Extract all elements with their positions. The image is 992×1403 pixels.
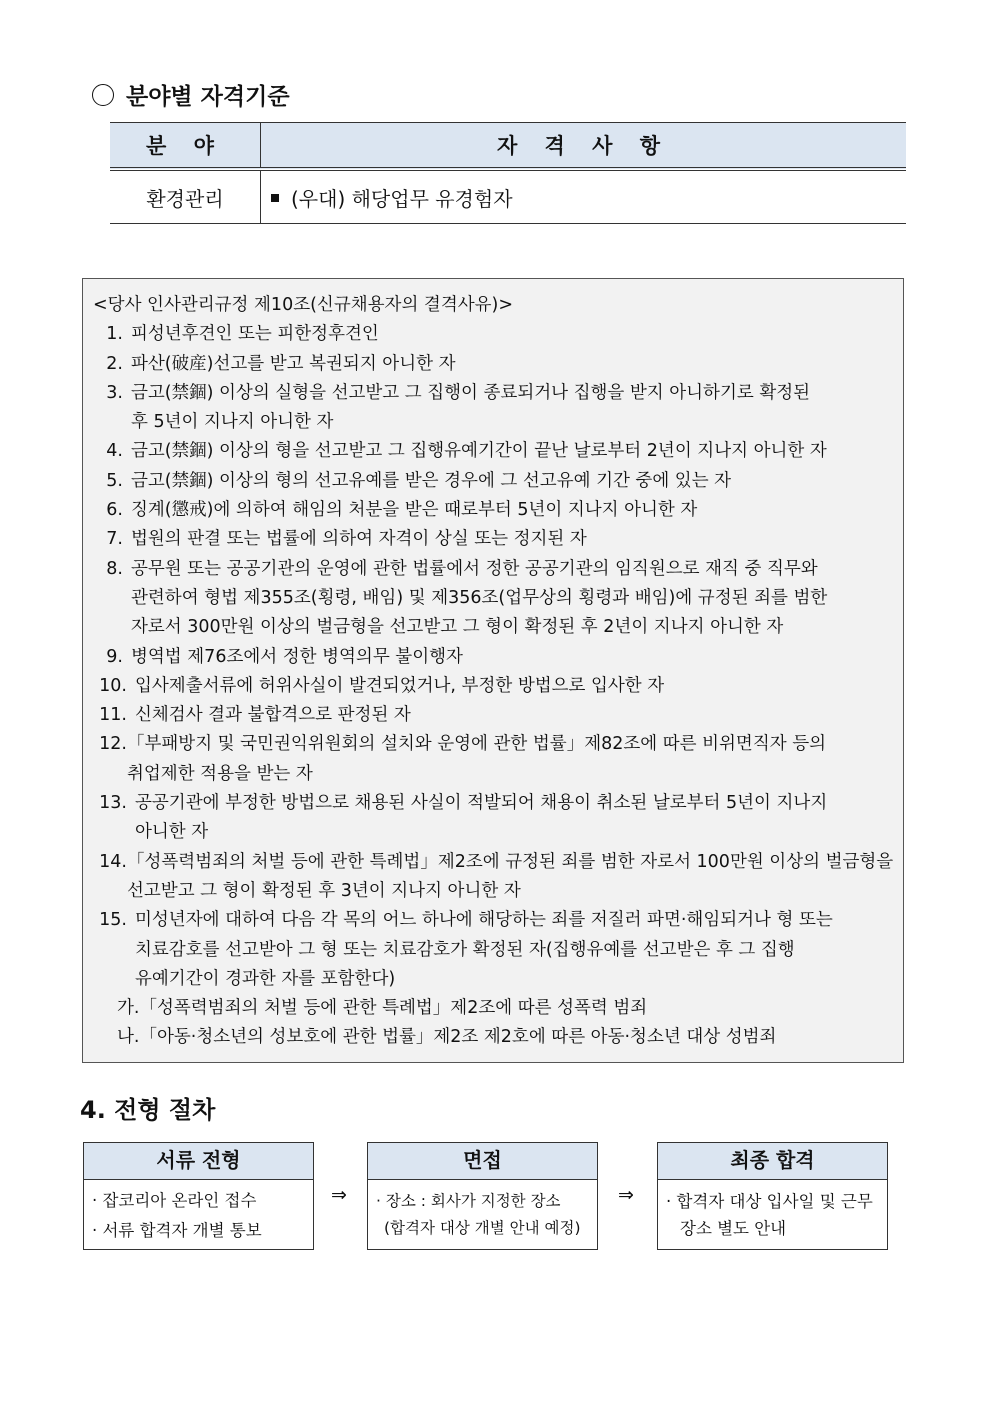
rule-line	[93, 760, 895, 789]
step-document-screening	[83, 1142, 314, 1250]
rule-text: 미성년자에 대하여 다음 각 목의 어느 하나에 해당하는 죄를 저질러 파면·해임되거나 형 또는	[135, 910, 833, 931]
step-line: (합격자 대상 개별 안내 예정)	[384, 1219, 581, 1237]
rule-number: 3.	[106, 382, 123, 403]
rule-indent	[93, 818, 127, 847]
double-arrow-right-icon: ⇒	[331, 1184, 347, 1206]
rule-indent	[93, 408, 123, 437]
rules-heading: <당사 인사관리규정 제10조(신규채용자의 결격사유)>	[93, 295, 514, 315]
rule-indent	[93, 877, 127, 906]
step-title: 서류 전형	[84, 1143, 313, 1180]
rule-line	[93, 672, 895, 701]
step-title: 최종 합격	[658, 1143, 887, 1180]
rule-number: 11.	[99, 705, 127, 726]
rule-text: 자로서 300만원 이상의 벌금형을 선고받고 그 형이 확정된 후 2년이 지나지 아니한 자	[131, 617, 784, 638]
rule-line	[93, 408, 895, 437]
rule-line	[93, 730, 895, 759]
rule-number: 14.	[99, 851, 127, 872]
step-body	[84, 1180, 313, 1252]
rule-number: 8.	[106, 558, 123, 579]
table-header-row	[110, 123, 906, 170]
rule-line	[93, 965, 895, 994]
header-requirement: 자 격 사 항	[261, 123, 907, 170]
rule-line	[93, 701, 895, 730]
square-bullet-icon	[271, 194, 279, 202]
rule-text: 금고(禁錮) 이상의 형의 선고유예를 받은 경우에 그 선고유예 기간 중에 있는 자	[131, 470, 732, 491]
rule-line	[93, 789, 895, 818]
rule-text: 공무원 또는 공공기관의 운영에 관한 법률에서 정한 공공기관의 임직원으로 재직 중 직무와	[131, 558, 818, 579]
rule-subitem: 가.「성폭력범죄의 처벌 등에 관한 특례법」제2조에 따른 성폭력 범죄	[117, 998, 648, 1019]
rule-line	[93, 643, 895, 672]
disqualification-rules-box	[82, 278, 904, 1063]
rule-text: 「성폭력범죄의 처벌 등에 관한 특례법」제2조에 규정된 죄를 범한 자로서 100만원 이상의 벌금형을	[127, 851, 894, 872]
rule-line	[93, 555, 895, 584]
rule-text: 병역법 제76조에서 정한 병역의무 불이행자	[131, 646, 463, 667]
rules-list	[93, 320, 895, 994]
rule-text: 피성년후견인 또는 피한정후견인	[131, 324, 379, 345]
rule-text: 유예기간이 경과한 자를 포함한다)	[135, 968, 396, 989]
rule-number: 12.	[99, 734, 127, 755]
rule-number: 10.	[99, 675, 127, 696]
rule-line	[93, 320, 895, 349]
rule-line	[93, 496, 895, 525]
rule-number: 2.	[106, 353, 123, 374]
rule-text: 선고받고 그 형이 확정된 후 3년이 지나지 아니한 자	[127, 880, 521, 901]
step-line: 장소 별도 안내	[680, 1219, 787, 1238]
rule-line	[93, 848, 895, 877]
rule-line	[93, 584, 895, 613]
section-title	[92, 78, 290, 111]
rule-number: 4.	[106, 441, 123, 462]
step-line: · 서류 합격자 개별 통보	[92, 1221, 262, 1240]
rule-number: 1.	[106, 324, 123, 345]
rule-text: 파산(破産)선고를 받고 복권되지 아니한 자	[131, 353, 456, 374]
rule-indent	[93, 760, 127, 789]
rule-text: 금고(禁錮) 이상의 실형을 선고받고 그 집행이 종료되거나 집행을 받지 아니하기로 확정된	[131, 382, 811, 403]
rule-indent	[93, 936, 127, 965]
rule-subitem: 나.「아동·청소년의 성보호에 관한 법률」제2조 제2호에 따른 아동·청소년 대상 성범죄	[117, 1027, 777, 1048]
rule-text: 「부패방지 및 국민권익위원회의 설치와 운영에 관한 법률」제82조에 따른 비위면직자 등의	[127, 734, 827, 755]
rule-text: 관련하여 형법 제355조(횡령, 배임) 및 제356조(업무상의 횡령과 배임)에 규정된 죄를 범한	[131, 587, 828, 608]
header-field: 분 야	[110, 123, 261, 170]
section-title-text: 분야별 자격기준	[126, 83, 290, 110]
requirement-cell	[261, 169, 907, 224]
rule-line	[93, 906, 895, 935]
rule-line	[93, 350, 895, 379]
rule-text: 징계(懲戒)에 의하여 해임의 처분을 받은 때로부터 5년이 지나지 아니한 자	[131, 500, 698, 521]
requirement-text: (우대) 해당업무 유경험자	[291, 186, 513, 211]
process-title: 4. 전형 절차	[80, 1096, 216, 1124]
rule-number: 6.	[106, 500, 123, 521]
rule-text: 후 5년이 지나지 아니한 자	[131, 412, 334, 433]
rule-line	[93, 613, 895, 642]
rule-text: 법원의 판결 또는 법률에 의하여 자격이 상실 또는 정지된 자	[131, 529, 587, 550]
rule-line	[93, 437, 895, 466]
rule-line	[93, 525, 895, 554]
step-title: 면접	[368, 1143, 597, 1180]
rule-number: 9.	[106, 646, 123, 667]
step-final-pass	[657, 1142, 888, 1250]
rule-line	[93, 818, 895, 847]
step-body	[368, 1180, 597, 1248]
field-cell: 환경관리	[110, 169, 261, 224]
rule-number: 15.	[99, 910, 127, 931]
step-line: · 장소 : 회사가 지정한 장소	[376, 1192, 561, 1210]
rules-sublist	[93, 994, 895, 1053]
step-line: · 잡코리아 온라인 접수	[92, 1191, 257, 1210]
rule-number: 7.	[106, 529, 123, 550]
rule-text: 아니한 자	[135, 822, 209, 843]
rule-number: 13.	[99, 793, 127, 814]
rule-line	[93, 877, 895, 906]
qualification-table	[110, 122, 906, 224]
circle-bullet-icon	[92, 84, 114, 106]
rule-indent	[93, 584, 123, 613]
table-row	[110, 169, 906, 224]
rule-text: 공공기관에 부정한 방법으로 채용된 사실이 적발되어 채용이 취소된 날로부터 5년이 지나지	[135, 793, 828, 814]
rule-indent	[93, 965, 127, 994]
rule-number: 5.	[106, 470, 123, 491]
rule-text: 금고(禁錮) 이상의 형을 선고받고 그 집행유예기간이 끝난 날로부터 2년이 지나지 아니한 자	[131, 441, 827, 462]
rule-text: 신체검사 결과 불합격으로 판정된 자	[135, 705, 411, 726]
double-arrow-right-icon: ⇒	[618, 1184, 634, 1206]
rule-text: 취업제한 적용을 받는 자	[127, 763, 313, 784]
step-body	[658, 1180, 887, 1248]
step-line: · 합격자 대상 입사일 및 근무	[666, 1192, 873, 1211]
step-interview	[367, 1142, 598, 1250]
rule-line	[93, 379, 895, 408]
rule-line	[93, 936, 895, 965]
rule-text: 치료감호를 선고받아 그 형 또는 치료감호가 확정된 자(집행유예를 선고받은 후 그 집행	[135, 939, 795, 960]
rule-text: 입사제출서류에 허위사실이 발견되었거나, 부정한 방법으로 입사한 자	[135, 675, 665, 696]
rule-line	[93, 467, 895, 496]
rule-indent	[93, 613, 123, 642]
